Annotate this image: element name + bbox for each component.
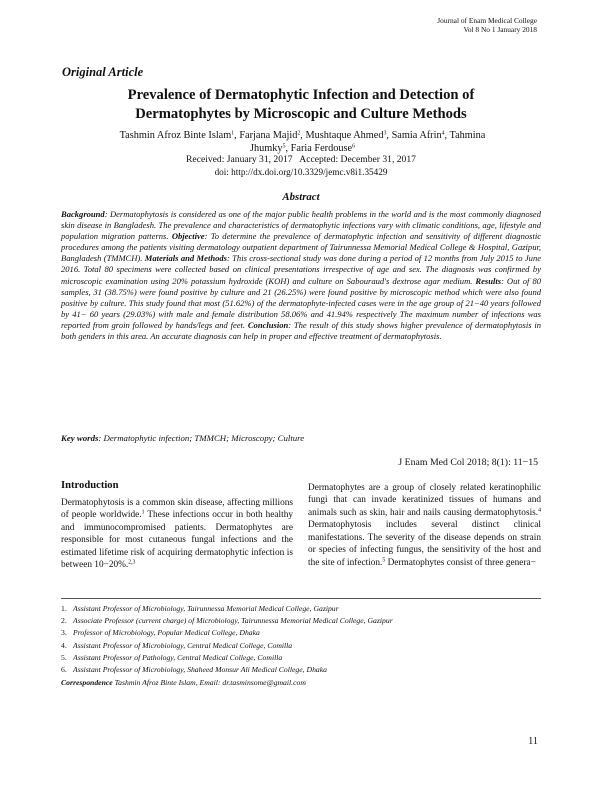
intro-right-column	[308, 482, 541, 569]
objective-label: Objective	[171, 231, 205, 242]
abstract-heading: Abstract	[282, 191, 320, 203]
ref-2-3: 2,3	[128, 559, 136, 566]
received-accepted-dates: Received: January 31, 2017 Accepted: December 31, 2017	[186, 154, 416, 165]
background-label: Background	[61, 209, 105, 219]
correspondence-label: Correspondence	[61, 678, 113, 687]
objective-text: : To determine the prevalence of dermatophytic infection and sensitivity of different diagnostic procedures among the patients visiting dermatology outpatient department of Tairunnessa Memorial Medical College & Hospital, Gazipur, Bangladesh (TMMCH).	[61, 231, 541, 264]
conclusion-text: : The result of this study shows higher prevalence of dermatophytosis in both genders in this area. An accurate diagnosis can help in proper and effective treatment of dermatophytosis.	[61, 319, 542, 342]
author-list: Tashmin Afroz Binte Islam$^1$, Farjana Majid$^2$, Mushtaque Ahmed$^3$, Samia Afrin$^4$, Tahmina Jhumky$^5$, Faria Ferdouse$^6$	[119, 130, 486, 154]
results-label: Results	[475, 275, 502, 286]
page-number: 11	[528, 736, 538, 747]
intro-right-text-2: Dermatophytosis includes several distinct clinical manifestations. The severity of the disease depends on strain or species of infecting fungus, the sensitivity of the host and the site of infection.	[308, 520, 541, 568]
background-text: : Dermatophytosis is considered as one of the major public health problems in the world and is the most commonly diagnosed skin disease in Bangladesh. The prevalence and characteristics of dermatophytic infections vary with climatic conditions, age, lifestyle and population migration patterns.	[61, 209, 541, 242]
correspondence	[61, 678, 306, 687]
keywords-text: : Dermatophytic infection; TMMCH; Microscopy; Culture	[98, 433, 305, 443]
correspondence-text: Tashmin Afroz Binte Islam, Email: dr.tasminsome@gmail.com	[112, 678, 306, 687]
footnote-item: 6. Assistant Professor of Microbiology, Shaheed Monsur Ali Medical College, Dhaka	[61, 665, 328, 675]
keywords	[61, 433, 541, 443]
author-6: Faria Ferdouse	[290, 142, 353, 154]
intro-left-text-1: Dermatophytosis is a common skin disease, affecting millions of people worldwide.	[61, 498, 293, 521]
footnote-item: 1. Assistant Professor of Microbiology, Tairunnessa Memorial Medical College, Gazipur	[61, 604, 339, 613]
keywords-label: Key words	[61, 433, 99, 443]
author-3: Mushtaque Ahmed	[305, 130, 384, 141]
author-5: Tahmina Jhumky	[249, 130, 486, 154]
results-text: : Out of 80 samples, 31 (38.75%) were found positive by culture and 21 (26.25%) were found positive by microscopic method which were also found positive by culture. This study found that most (51.62%) of the dermatophyte-infected cases were in the age group of 21−40 years followed by 41− 60 years (29.03%) with male and female distribution 58.06% and 41.94% respectively The maximum number of infections was reported from groin followed by hands/legs and feet.	[61, 275, 541, 330]
author-2: Farjana Majid	[239, 130, 298, 141]
title-line-1: Prevalence of Dermatophytic Infection and Detection of	[127, 87, 475, 103]
intro-right-text-1: Dermatophytes are a group of closely related keratinophilic fungi that can invade keratinized tissues of humans and animals such as skin, hair and nails causing dermatophytosis.	[308, 483, 541, 518]
introduction-heading: Introduction	[61, 480, 119, 491]
footnote-item: 5. Assistant Professor of Pathology, Central Medical College, Comilla	[61, 652, 283, 662]
footnote-item: 2. Associate Professor (current charge) of Microbiology, Tairunnessa Memorial Medical College, Gazipur	[61, 616, 393, 626]
footnote-divider	[61, 598, 541, 599]
footnote-item: 4. Assistant Professor of Microbiology, Central Medical College, Comilla	[61, 640, 293, 650]
title-line-2: Dermatophytes by Microscopic and Culture Methods	[135, 106, 467, 122]
author-1: Tashmin Afroz Binte Islam	[119, 130, 232, 141]
journal-name: Journal of Enam Medical College	[437, 16, 537, 25]
journal-volume: Vol 8 No 1 January 2018	[463, 25, 537, 35]
intro-left-column	[61, 497, 293, 572]
methods-text: : This cross-sectional study was done during a period of 12 months from July 2015 to June 2016. Total 80 specimens were collected based on clinical presentations irrespective of age and sex. The diagnosis was confirmed by microscopic examination using 20% potassium hydroxide (KOH) and culture on Sabouraud's dextrose agar medium.	[61, 253, 542, 286]
conclusion-label: Conclusion	[247, 319, 289, 330]
intro-right-text-3: Dermatophytes consist of three genera−	[385, 557, 536, 568]
citation: J Enam Med Col 2018; 8(1): 11−15	[398, 457, 538, 468]
ref-4: 4	[538, 507, 541, 514]
article-title	[60, 86, 542, 124]
doi-link[interactable]: doi: http://dx.doi.org/10.3329/jemc.v8i1.35429	[214, 167, 388, 177]
abstract-body	[61, 209, 541, 342]
footnote-item: 3. Professor of Microbiology, Popular Medical College, Dhaka	[61, 628, 260, 638]
methods-label: Materials and Methods	[144, 253, 227, 264]
ref-1: 1	[141, 509, 145, 516]
intro-left-text-2: These infections occur in both healthy and immunocompromised patients. Dermatophytes are responsible for most cutaneous fungal infections and the estimated lifetime risk of acquiring dermatophytic infection is between 10−20%.	[61, 510, 294, 571]
ref-5: 5	[382, 557, 386, 564]
author-4: Samia Afrin	[391, 130, 442, 141]
journal-header	[437, 16, 537, 35]
article-type: Original Article	[62, 65, 144, 79]
affiliation-footnotes	[61, 603, 551, 676]
